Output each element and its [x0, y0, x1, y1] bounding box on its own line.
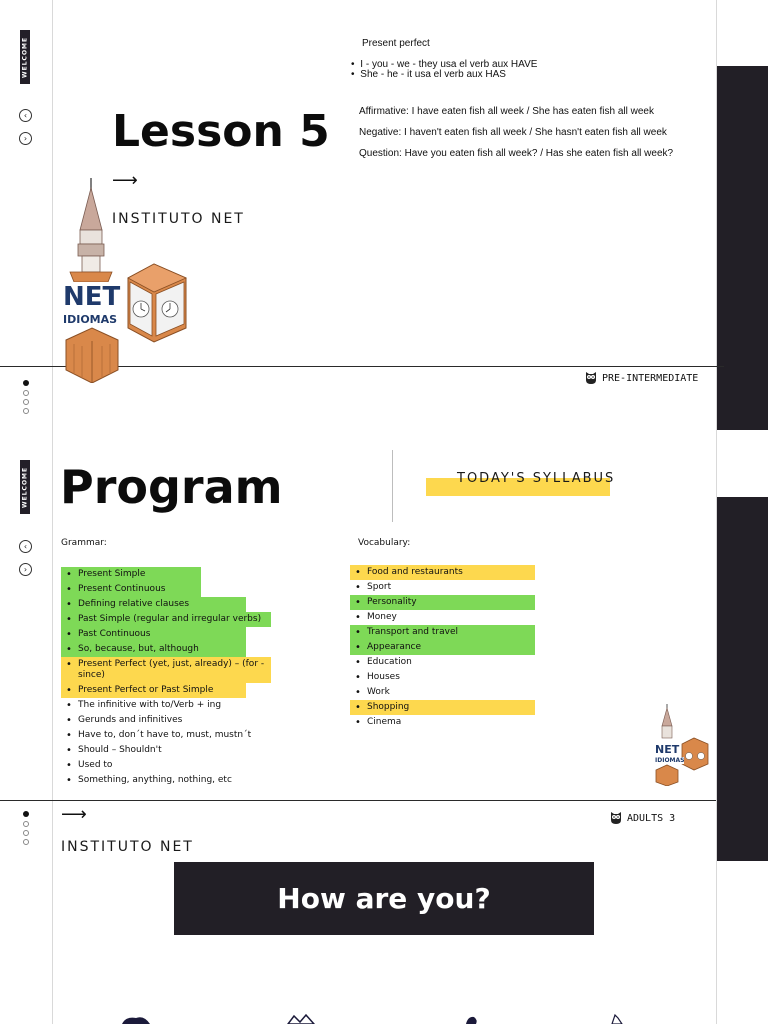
- notes-heading: Present perfect: [362, 38, 430, 49]
- arrow-right-icon: ⟶: [61, 804, 87, 825]
- list-item: • Should – Shouldn't: [61, 743, 271, 758]
- list-item: • Gerunds and infinitives: [61, 713, 271, 728]
- level-label: ADULTS 3: [627, 812, 676, 824]
- list-item: • Have to, don´t have to, must, mustn´t: [61, 728, 271, 743]
- welcome-tab: [20, 30, 30, 84]
- vocabulary-label: Vocabulary:: [358, 538, 411, 548]
- example-question: Question: Have you eaten fish all week? / Has she eaten fish all week?: [359, 148, 674, 159]
- level-tag: [585, 371, 698, 385]
- brand-name: INSTITUTO NET: [112, 211, 245, 227]
- owl-icon: [610, 811, 622, 825]
- list-item: • So, because, but, although: [61, 642, 246, 657]
- list-item: • Present Perfect (yet, just, already) – (for - since): [61, 657, 271, 683]
- slide-indicator-dot[interactable]: [23, 399, 29, 405]
- chevron-right-icon: ›: [23, 133, 28, 143]
- list-item: • Something, anything, nothing, etc: [61, 773, 271, 788]
- list-item: • Present Simple: [61, 567, 201, 582]
- slide-indicator-dot[interactable]: [23, 408, 29, 414]
- welcome-label: WELCOME: [21, 36, 29, 78]
- vocabulary-list: [350, 565, 535, 730]
- list-item: • Past Simple (regular and irregular verbs): [61, 612, 271, 627]
- bullet-text: She - he - it usa el verb aux HAS: [360, 69, 506, 80]
- logo-text-idiomas: IDIOMAS: [655, 757, 685, 764]
- how-are-you-banner: [174, 862, 594, 935]
- list-item: • Transport and travel: [350, 625, 535, 640]
- chevron-left-icon: ‹: [23, 541, 28, 551]
- grammar-label: Grammar:: [61, 538, 107, 548]
- chevron-right-icon: ›: [23, 564, 28, 574]
- list-item: • Past Continuous: [61, 627, 246, 642]
- bullet-dot-icon: •: [351, 69, 355, 80]
- welcome-tab: [20, 460, 30, 514]
- slide-indicator-dot[interactable]: [23, 839, 29, 845]
- level-tag: [610, 811, 675, 825]
- next-slide-button[interactable]: [19, 132, 32, 145]
- list-item: • Sport: [350, 580, 535, 595]
- side-panel-bottom: [717, 497, 768, 861]
- example-affirmative: Affirmative: I have eaten fish all week / She has eaten fish all week: [359, 106, 654, 117]
- owl-icon: [585, 371, 597, 385]
- logo-text-idiomas: IDIOMAS: [63, 313, 118, 326]
- prev-slide-button[interactable]: [19, 540, 32, 553]
- list-item: • Money: [350, 610, 535, 625]
- list-item: • Houses: [350, 670, 535, 685]
- clock-tower-illustration: [58, 178, 193, 383]
- title-separator: [392, 450, 393, 522]
- list-item: • Cinema: [350, 715, 535, 730]
- slide-divider-2: [0, 800, 716, 801]
- list-item: • The infinitive with to/Verb + ing: [61, 698, 271, 713]
- net-idiomas-logo: [58, 178, 193, 383]
- grammar-list: [61, 567, 271, 788]
- cropped-illustrations: [110, 1012, 630, 1024]
- list-item: • Appearance: [350, 640, 535, 655]
- logo-text-net: NET: [63, 282, 121, 312]
- slide-indicator-dot[interactable]: [23, 830, 29, 836]
- arrow-right-icon: ⟶: [112, 170, 138, 191]
- net-idiomas-logo-small: [652, 704, 710, 786]
- slide-indicator-dot-active[interactable]: [23, 811, 29, 817]
- level-label: PRE-INTERMEDIATE: [602, 372, 699, 384]
- lesson-title: Lesson 5: [112, 106, 330, 157]
- bullet-text: I - you - we - they usa el verb aux HAVE: [360, 59, 538, 70]
- list-item: • Present Perfect or Past Simple: [61, 683, 246, 698]
- example-negative: Negative: I haven't eaten fish all week / She hasn't eaten fish all week: [359, 127, 667, 138]
- left-rail-line: [52, 0, 53, 1024]
- next-slide-button[interactable]: [19, 563, 32, 576]
- welcome-label: WELCOME: [21, 466, 29, 508]
- list-item: • Work: [350, 685, 535, 700]
- list-item: • Food and restaurants: [350, 565, 535, 580]
- bullet-dot-icon: •: [351, 59, 355, 70]
- side-panel-top: [717, 66, 768, 430]
- list-item: • Used to: [61, 758, 271, 773]
- chevron-left-icon: ‹: [23, 110, 28, 120]
- present-perfect-bullet: [351, 69, 506, 80]
- slide-indicator-dot-active[interactable]: [23, 380, 29, 386]
- list-item: • Shopping: [350, 700, 535, 715]
- list-item: • Present Continuous: [61, 582, 201, 597]
- prev-slide-button[interactable]: [19, 109, 32, 122]
- banner-text: How are you?: [277, 882, 491, 915]
- logo-text-net: NET: [655, 743, 680, 756]
- list-item: • Education: [350, 655, 535, 670]
- slide-indicator-dot[interactable]: [23, 821, 29, 827]
- brand-name: INSTITUTO NET: [61, 839, 194, 855]
- syllabus-heading: TODAY'S SYLLABUS: [457, 471, 616, 486]
- list-item: • Personality: [350, 595, 535, 610]
- slide-indicator-dot[interactable]: [23, 390, 29, 396]
- program-title: Program: [60, 460, 283, 514]
- list-item: • Defining relative clauses: [61, 597, 246, 612]
